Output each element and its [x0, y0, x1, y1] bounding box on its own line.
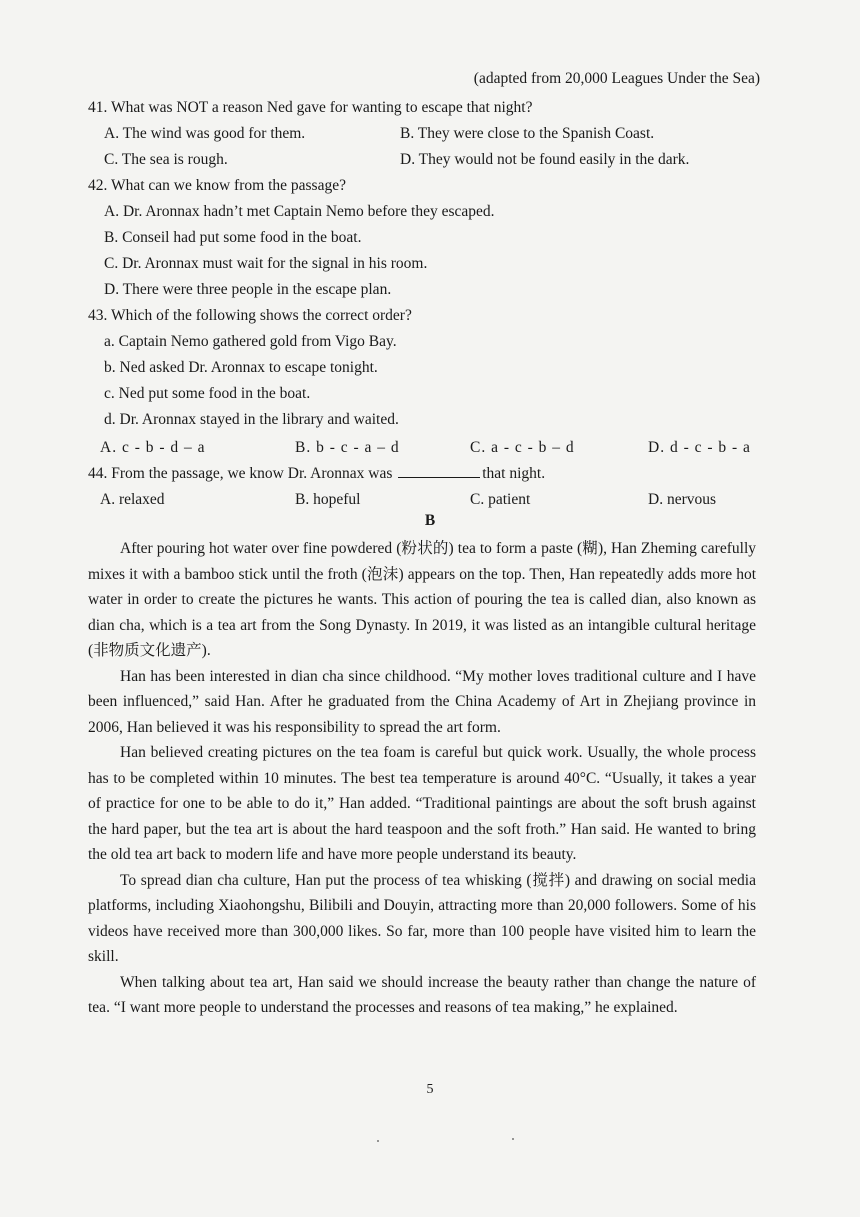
question-43-event-b: b. Ned asked Dr. Aronnax to escape tonight.	[104, 359, 378, 376]
question-43-option-c: C. a - c - b – d	[470, 439, 575, 456]
question-42-option-b: B. Conseil had put some food in the boat.	[104, 229, 362, 246]
question-43-stem: 43. Which of the following shows the correct order?	[88, 307, 412, 324]
question-43-option-a: A. c - b - d – a	[100, 439, 206, 456]
question-44-stem-after: that night.	[482, 465, 546, 482]
question-44-option-c: C. patient	[470, 491, 531, 508]
question-41-option-a: A. The wind was good for them.	[104, 125, 306, 142]
question-43-event-d: d. Dr. Aronnax stayed in the library and waited.	[104, 411, 399, 428]
question-42-option-c: C. Dr. Aronnax must wait for the signal in his room.	[104, 255, 428, 272]
section-heading: B	[424, 512, 436, 529]
question-41-stem: 41. What was NOT a reason Ned gave for wanting to escape that night?	[88, 99, 533, 116]
passage-paragraph: When talking about tea art, Han said we should increase the beauty rather than change the nature of tea. “I want more people to understand the processes and reasons of tea making,” he explained.	[88, 973, 756, 1016]
question-42-option-a: A. Dr. Aronnax hadn’t met Captain Nemo before they escaped.	[104, 203, 495, 220]
question-41-option-b: B. They were close to the Spanish Coast.	[400, 125, 655, 142]
question-43-event-c: c. Ned put some food in the boat.	[104, 385, 311, 402]
question-43-option-d: D. d - c - b - a	[648, 439, 751, 456]
question-44-option-d: D. nervous	[648, 491, 717, 508]
passage-paragraph: Han believed creating pictures on the tea foam is careful but quick work. Usually, the whole process has to be completed within 10 minutes. The best tea temperature is around 40°C. “Usually, it takes a year of practice for one to be able to do it,” Han added. “Traditional paintings are about the soft brush against the hard paper, but the tea art is about the hard teaspoon and the soft froth.” Han said. He wanted to bring the old tea art back to modern life and have more people understand its beauty.	[88, 744, 756, 863]
question-44-option-b: B. hopeful	[295, 491, 361, 508]
question-44-stem	[88, 461, 545, 487]
scan-speck	[377, 1140, 379, 1142]
question-44-stem-before: 44. From the passage, we know Dr. Aronnax was	[88, 465, 393, 482]
question-43-option-b: B. b - c - a – d	[295, 439, 400, 456]
question-41-option-c: C. The sea is rough.	[104, 151, 228, 168]
question-42-stem: 42. What can we know from the passage?	[88, 177, 346, 194]
page-number: 5	[426, 1082, 434, 1097]
reading-passage	[88, 536, 756, 1021]
passage-paragraph: Han has been interested in dian cha since childhood. “My mother loves traditional culture and I have been influenced,” said Han. After he graduated from the China Academy of Art in Zhejiang province in 2006, Han believed it was his responsibility to spread the art form.	[88, 667, 756, 736]
source-citation: (adapted from 20,000 Leagues Under the Sea)	[473, 70, 760, 87]
passage-paragraph: After pouring hot water over fine powdered (粉状的) tea to form a paste (糊), Han Zheming carefully mixes it with a bamboo stick until the froth (泡沫) appears on the top. Then, Han repeatedly adds more hot water in order to create the pictures he wants. This action of pouring the tea is called dian, also known as dian cha, which is a tea art from the Song Dynasty. In 2019, it was listed as an intangible cultural heritage (非物质文化遗产).	[88, 540, 756, 659]
question-42-option-d: D. There were three people in the escape plan.	[104, 281, 392, 298]
answer-blank	[398, 463, 480, 478]
question-41-option-d: D. They would not be found easily in the dark.	[400, 151, 690, 168]
question-44-option-a: A. relaxed	[100, 491, 165, 508]
passage-paragraph: To spread dian cha culture, Han put the process of tea whisking (搅拌) and drawing on social media platforms, including Xiaohongshu, Bilibili and Douyin, attracting more than 20,000 followers. Some of his videos have received more than 300,000 likes. So far, more than 100 people have visited him to learn the skill.	[88, 871, 756, 965]
scan-speck	[512, 1138, 514, 1140]
question-43-event-a: a. Captain Nemo gathered gold from Vigo Bay.	[104, 333, 397, 350]
